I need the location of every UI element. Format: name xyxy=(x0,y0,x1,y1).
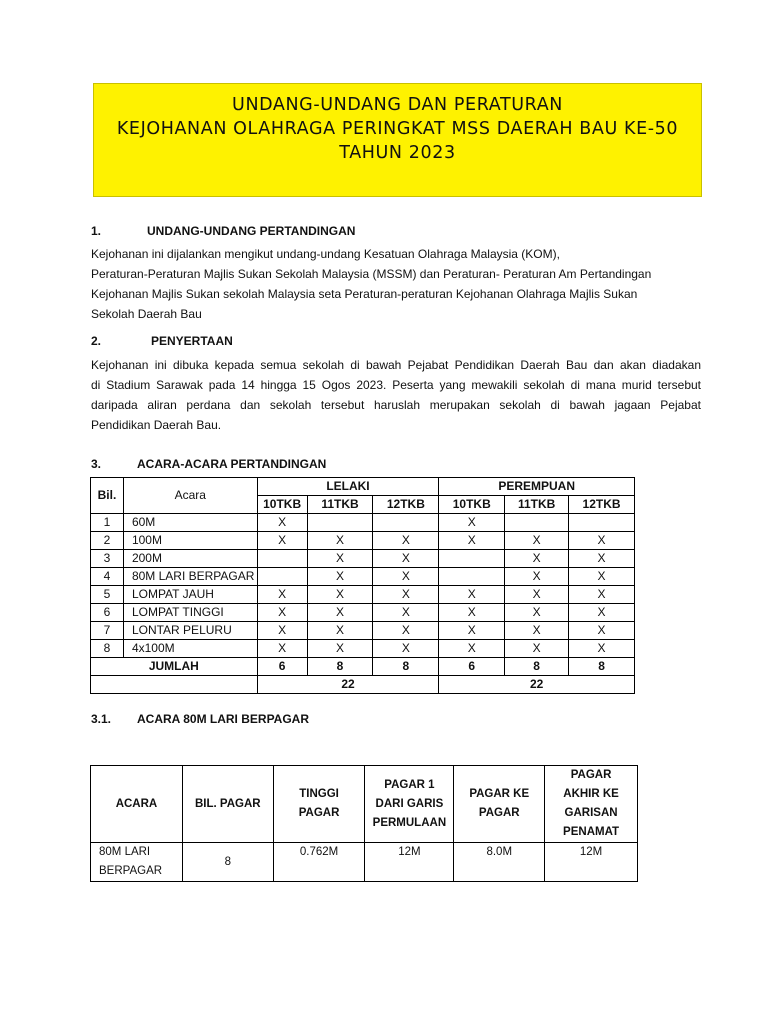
title-banner xyxy=(93,83,702,197)
subheader-cell: 10TKB xyxy=(439,496,505,514)
event-acara-cell: 100M xyxy=(123,532,257,550)
paragraph-line: Kejohanan ini dibuka kepada semua sekolah di bawah Pejabat Pendidikan Daerah Bau dan akan diadakan xyxy=(91,358,701,372)
header-line: PERMULAAN xyxy=(372,816,447,829)
subheader-cell: 11TKB xyxy=(307,496,373,514)
section-3-1-number: 3.1. xyxy=(91,712,112,726)
event-mark-cell: X xyxy=(373,622,439,640)
event-mark-cell xyxy=(307,514,373,532)
event-mark-cell: X xyxy=(257,586,307,604)
section-3-title: ACARA-ACARA PERTANDINGAN xyxy=(137,457,327,471)
event-row xyxy=(91,622,635,640)
event-mark-cell xyxy=(569,514,635,532)
subheader-cell: 11TKB xyxy=(505,496,569,514)
event-mark-cell: X xyxy=(373,640,439,658)
header-line: TINGGI xyxy=(299,788,339,800)
event-mark-cell: X xyxy=(439,514,505,532)
hurdles-header-pagar-akhir xyxy=(545,766,638,843)
event-acara-cell: 80M LARI BERPAGAR xyxy=(123,568,257,586)
event-mark-cell: X xyxy=(569,586,635,604)
event-acara-cell: 4x100M xyxy=(123,640,257,658)
banner-line-2: KEJOHANAN OLAHRAGA PERINGKAT MSS DAERAH BAU KE-50 xyxy=(116,119,679,139)
section-3-1-title: ACARA 80M LARI BERPAGAR xyxy=(137,712,310,726)
event-mark-cell: X xyxy=(569,604,635,622)
event-mark-cell: X xyxy=(505,550,569,568)
jumlah-cell: 6 xyxy=(257,658,307,676)
event-mark-cell: X xyxy=(373,532,439,550)
section-1-title: UNDANG-UNDANG PERTANDINGAN xyxy=(147,224,356,238)
subheader-cell: 12TKB xyxy=(373,496,439,514)
section-1-heading xyxy=(91,224,355,238)
paragraph-line: daripada aliran perdana dan sekolah tersebut haruslah merupakan sekolah di bawah jagaan Pejabat xyxy=(91,398,701,412)
event-acara-cell: 60M xyxy=(123,514,257,532)
event-row xyxy=(91,514,635,532)
event-mark-cell: X xyxy=(505,622,569,640)
paragraph-line: Kejohanan Majlis Sukan sekolah Malaysia seta Peraturan-peraturan Kejohanan Olahraga Majlis Sukan xyxy=(91,287,638,301)
table-header-row xyxy=(91,478,635,496)
event-mark-cell: X xyxy=(373,586,439,604)
event-mark-cell: X xyxy=(439,640,505,658)
section-1-number: 1. xyxy=(91,224,102,238)
event-bil-cell: 8 xyxy=(91,640,124,658)
event-rows xyxy=(91,514,635,658)
header-line: BIL. PAGAR xyxy=(194,797,261,810)
event-bil-cell: 5 xyxy=(91,586,124,604)
section-3-number: 3. xyxy=(91,457,102,471)
banner-line-3: TAHUN 2023 xyxy=(339,143,456,163)
event-acara-cell: LONTAR PELURU xyxy=(123,622,257,640)
event-mark-cell: X xyxy=(307,622,373,640)
event-mark-cell: X xyxy=(257,514,307,532)
event-mark-cell: X xyxy=(569,568,635,586)
event-mark-cell: X xyxy=(373,568,439,586)
hurdles-pagar-akhir-cell: 12M xyxy=(545,843,638,882)
event-mark-cell: X xyxy=(439,604,505,622)
jumlah-cell: 8 xyxy=(505,658,569,676)
event-mark-cell: X xyxy=(257,622,307,640)
paragraph-line: Peraturan-Peraturan Majlis Sukan Sekolah Malaysia (MSSM) dan Peraturan- Peraturan Am Pertandingan xyxy=(91,267,652,281)
hurdles-header-acara xyxy=(91,766,183,843)
event-row xyxy=(91,568,635,586)
event-mark-cell: X xyxy=(307,568,373,586)
paragraph-line: Pendidikan Daerah Bau. xyxy=(91,418,222,432)
header-line: PENAMAT xyxy=(563,826,620,838)
event-mark-cell: X xyxy=(257,604,307,622)
event-row xyxy=(91,604,635,622)
total-lelaki: 22 xyxy=(257,676,439,694)
event-mark-cell: X xyxy=(307,550,373,568)
event-bil-cell: 1 xyxy=(91,514,124,532)
event-mark-cell xyxy=(439,550,505,568)
jumlah-label: JUMLAH xyxy=(91,658,258,676)
header-acara: Acara xyxy=(123,478,257,514)
event-mark-cell: X xyxy=(569,550,635,568)
section-2-number: 2. xyxy=(91,334,102,348)
event-row xyxy=(91,532,635,550)
cell-line: BERPAGAR xyxy=(99,865,163,877)
jumlah-cell: 8 xyxy=(373,658,439,676)
event-acara-cell: LOMPAT TINGGI xyxy=(123,604,257,622)
hurdles-header-row xyxy=(91,766,638,843)
event-mark-cell: X xyxy=(569,532,635,550)
hurdles-header-tinggi xyxy=(273,766,365,843)
event-mark-cell: X xyxy=(307,604,373,622)
event-bil-cell: 2 xyxy=(91,532,124,550)
event-mark-cell: X xyxy=(569,640,635,658)
hurdles-header-pagar1 xyxy=(365,766,454,843)
event-mark-cell xyxy=(373,514,439,532)
event-mark-cell: X xyxy=(505,640,569,658)
event-mark-cell xyxy=(439,568,505,586)
header-line: PAGAR KE xyxy=(469,788,530,800)
section-2-title: PENYERTAAN xyxy=(151,334,233,348)
event-mark-cell: X xyxy=(569,622,635,640)
header-perempuan: PEREMPUAN xyxy=(439,478,635,496)
hurdles-pagar-ke-pagar-cell: 8.0M xyxy=(454,843,545,882)
event-mark-cell xyxy=(257,550,307,568)
total-empty-cell xyxy=(91,676,258,694)
event-mark-cell: X xyxy=(439,532,505,550)
header-line: DARI GARIS xyxy=(375,797,444,810)
event-mark-cell: X xyxy=(307,640,373,658)
cell-line: 80M LARI xyxy=(99,846,151,858)
hurdles-table xyxy=(90,765,638,882)
event-bil-cell: 4 xyxy=(91,568,124,586)
event-acara-cell: 200M xyxy=(123,550,257,568)
subheader-cell: 10TKB xyxy=(257,496,307,514)
event-mark-cell: X xyxy=(505,568,569,586)
event-row xyxy=(91,640,635,658)
event-mark-cell: X xyxy=(505,604,569,622)
event-mark-cell xyxy=(505,514,569,532)
event-bil-cell: 6 xyxy=(91,604,124,622)
header-line: PAGAR xyxy=(478,807,520,819)
event-mark-cell: X xyxy=(307,586,373,604)
jumlah-cell: 6 xyxy=(439,658,505,676)
header-bil: Bil. xyxy=(91,478,124,514)
event-mark-cell: X xyxy=(439,622,505,640)
event-acara-cell: LOMPAT JAUH xyxy=(123,586,257,604)
paragraph-line: di Stadium Sarawak pada 14 hingga 15 Ogos 2023. Peserta yang mewakili sekolah di mana murid tersebut xyxy=(91,378,701,392)
hurdles-data-row xyxy=(91,843,638,882)
section-1-paragraph xyxy=(91,244,691,324)
subheader-cell: 12TKB xyxy=(569,496,635,514)
section-2-heading xyxy=(91,334,233,348)
event-row xyxy=(91,550,635,568)
jumlah-row xyxy=(91,658,635,676)
header-line: PAGAR xyxy=(298,807,340,819)
total-row xyxy=(91,676,635,694)
total-perempuan: 22 xyxy=(439,676,635,694)
header-line: ACARA xyxy=(115,797,158,810)
jumlah-cell: 8 xyxy=(307,658,373,676)
event-mark-cell xyxy=(257,568,307,586)
header-line: GARISAN xyxy=(564,807,618,819)
section-3-1-heading xyxy=(91,712,309,726)
paragraph-line: Kejohanan ini dijalankan mengikut undang-undang Kesatuan Olahraga Malaysia (KOM), xyxy=(91,247,560,261)
event-row xyxy=(91,586,635,604)
banner-line-1: UNDANG-UNDANG DAN PERATURAN xyxy=(232,95,563,115)
hurdles-pagar1-cell: 12M xyxy=(365,843,454,882)
event-mark-cell: X xyxy=(307,532,373,550)
hurdles-acara-cell xyxy=(91,843,183,882)
header-line: PAGAR 1 xyxy=(384,778,435,791)
event-bil-cell: 7 xyxy=(91,622,124,640)
event-mark-cell: X xyxy=(439,586,505,604)
jumlah-cell: 8 xyxy=(569,658,635,676)
header-line: PAGAR xyxy=(570,769,612,781)
event-mark-cell: X xyxy=(505,532,569,550)
header-lelaki: LELAKI xyxy=(257,478,439,496)
events-table xyxy=(90,477,635,694)
hurdles-bil-pagar-cell: 8 xyxy=(182,843,273,882)
paragraph-line: Sekolah Daerah Bau xyxy=(91,307,202,321)
hurdles-tinggi-cell: 0.762M xyxy=(273,843,365,882)
event-bil-cell: 3 xyxy=(91,550,124,568)
event-mark-cell: X xyxy=(373,550,439,568)
header-line: AKHIR KE xyxy=(563,788,619,800)
event-mark-cell: X xyxy=(257,532,307,550)
event-mark-cell: X xyxy=(505,586,569,604)
hurdles-header-pagar-ke-pagar xyxy=(454,766,545,843)
event-mark-cell: X xyxy=(373,604,439,622)
event-mark-cell: X xyxy=(257,640,307,658)
hurdles-header-bil-pagar xyxy=(182,766,273,843)
section-2-paragraph xyxy=(91,355,701,435)
section-3-heading xyxy=(91,457,326,471)
